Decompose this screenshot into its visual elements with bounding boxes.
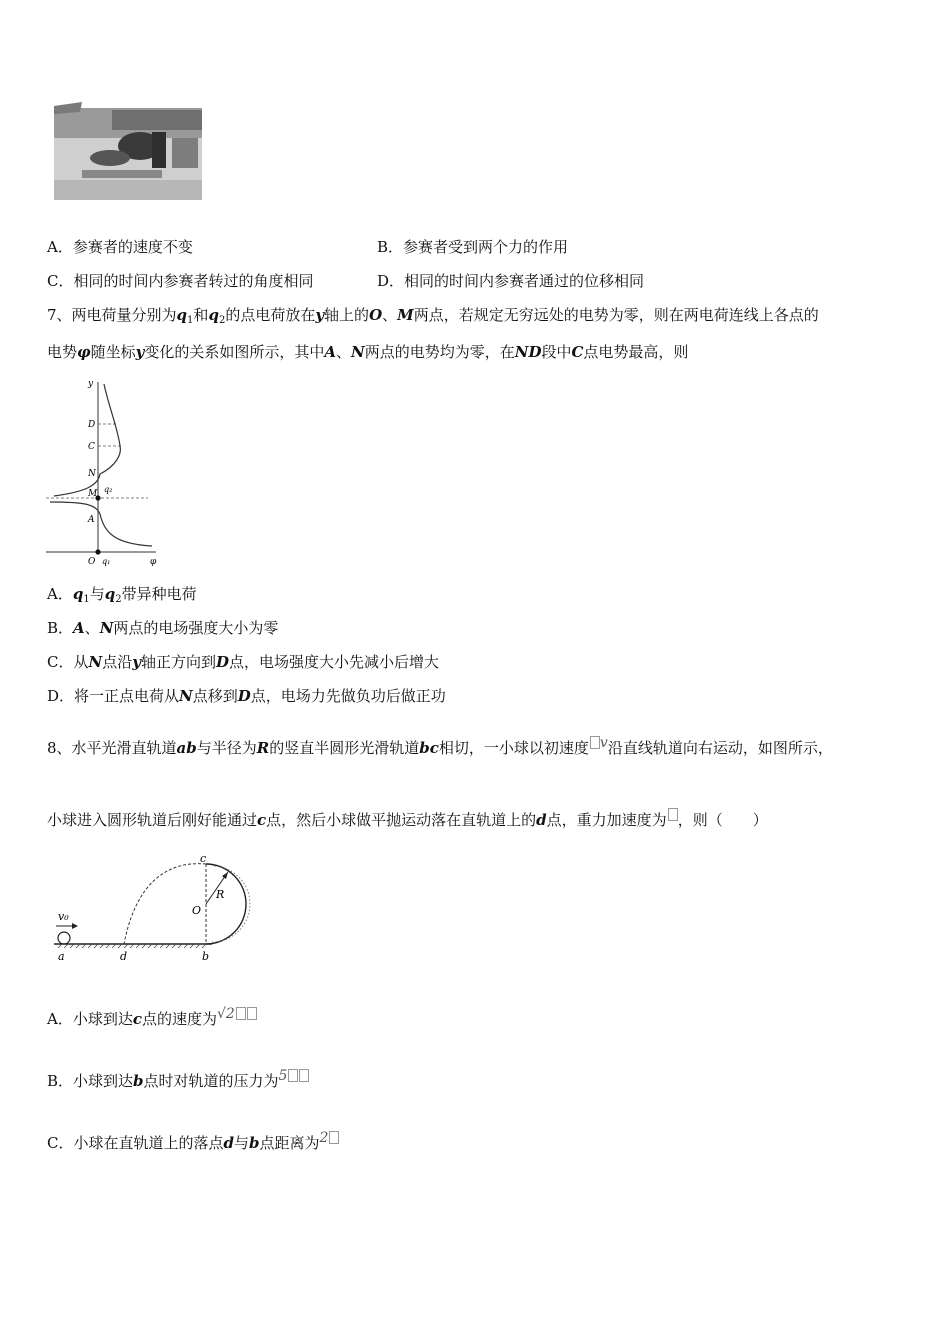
q8-option-c[interactable]: C．小球在直轨道上的落点d与b点距离为2 (47, 1128, 339, 1153)
charge-q1-dot (95, 549, 100, 554)
q7-option-d[interactable]: D．将一正点电荷从N点移到D点，电场力先做负功后做正功 (47, 687, 446, 705)
q8-track-diagram (50, 852, 260, 966)
q7-option-c[interactable]: C．从N点沿y轴正方向到D点，电场强度大小先减小后增大 (47, 653, 439, 671)
formula-placeholder-icon (668, 808, 678, 821)
q6-option-a-text: A．参赛者的速度不变 (47, 238, 193, 256)
q8-option-a[interactable]: A．小球到达c点的速度为√2 (47, 1004, 257, 1029)
q6-option-d-text: D．相同的时间内参赛者通过的位移相同 (377, 272, 645, 290)
q8-option-b[interactable]: B．小球到达b点时对轨道的压力为5 (47, 1066, 309, 1091)
ball (58, 932, 70, 944)
label-q1: q₁ (102, 557, 111, 566)
label-c: c (200, 852, 207, 865)
q7-stem-line1: 7、两电荷量分别为$q_1$和$q_2$的点电荷放在y轴上的O、M两点，若规定无穷远处的电势为零，则在两电荷连线上各点的 (47, 306, 819, 326)
q6-option-c[interactable] (47, 270, 313, 291)
label-C: C (88, 442, 95, 452)
radius-arrowhead (222, 872, 228, 879)
formula-placeholder-icon (247, 1007, 257, 1020)
participant-photo (52, 98, 204, 202)
formula-placeholder-icon (299, 1069, 309, 1082)
label-a: a (58, 950, 65, 963)
formula-placeholder-icon (590, 736, 600, 749)
q7-graph-svg (44, 374, 164, 570)
q8-stem-line2: 小球进入圆形轨道后刚好能通过c点，然后小球做平抛运动落在直轨道上的d点，重力加速度为 ，则（ ） (47, 808, 768, 830)
q6-option-a[interactable] (47, 236, 193, 257)
q6-option-b[interactable] (377, 236, 568, 257)
q6-option-b-text: B．参赛者受到两个力的作用 (377, 238, 569, 256)
label-q2: q₂ (104, 485, 113, 494)
q6-option-d[interactable] (377, 270, 644, 291)
q8-diagram-svg (50, 852, 260, 966)
label-y: y (88, 379, 94, 389)
q7-stem-line2: 电势φ随坐标y变化的关系如图所示，其中A、N两点的电势均为零，在ND段中C点电势最高，则 (47, 343, 689, 361)
label-R: R (216, 888, 225, 901)
formula-placeholder-icon (288, 1069, 298, 1082)
v0-arrowhead (72, 923, 78, 929)
q7-option-a[interactable]: A．$q_1$与$q_2$带异种电荷 (47, 585, 197, 605)
label-N: N (88, 469, 96, 479)
q7-potential-graph (44, 374, 164, 570)
formula-placeholder-icon (329, 1131, 339, 1144)
photo-graphic (52, 98, 204, 202)
lower-curve (50, 502, 152, 546)
label-A: A (88, 515, 95, 525)
q6-option-c-text: C．相同的时间内参赛者转过的角度相同 (47, 272, 314, 290)
label-M: M (88, 489, 98, 499)
upper-curve (54, 384, 120, 496)
label-O: O (192, 904, 202, 917)
formula-placeholder-icon (236, 1007, 246, 1020)
label-d: d (120, 950, 128, 963)
label-b: b (202, 950, 210, 963)
q8-stem-line1: 8、水平光滑直轨道ab与半径为R的竖直半圆形光滑轨道bc相切，一小球以初速度 v沿直线轨道向右运动，如图所示， (47, 735, 833, 757)
semicircle-hatching (212, 866, 250, 942)
label-O: O (88, 557, 96, 567)
q7-option-b[interactable]: B．A、N两点的电场强度大小为零 (47, 619, 279, 637)
label-phi: φ (150, 557, 157, 567)
label-v0: v₀ (58, 910, 69, 923)
label-D: D (88, 420, 96, 430)
